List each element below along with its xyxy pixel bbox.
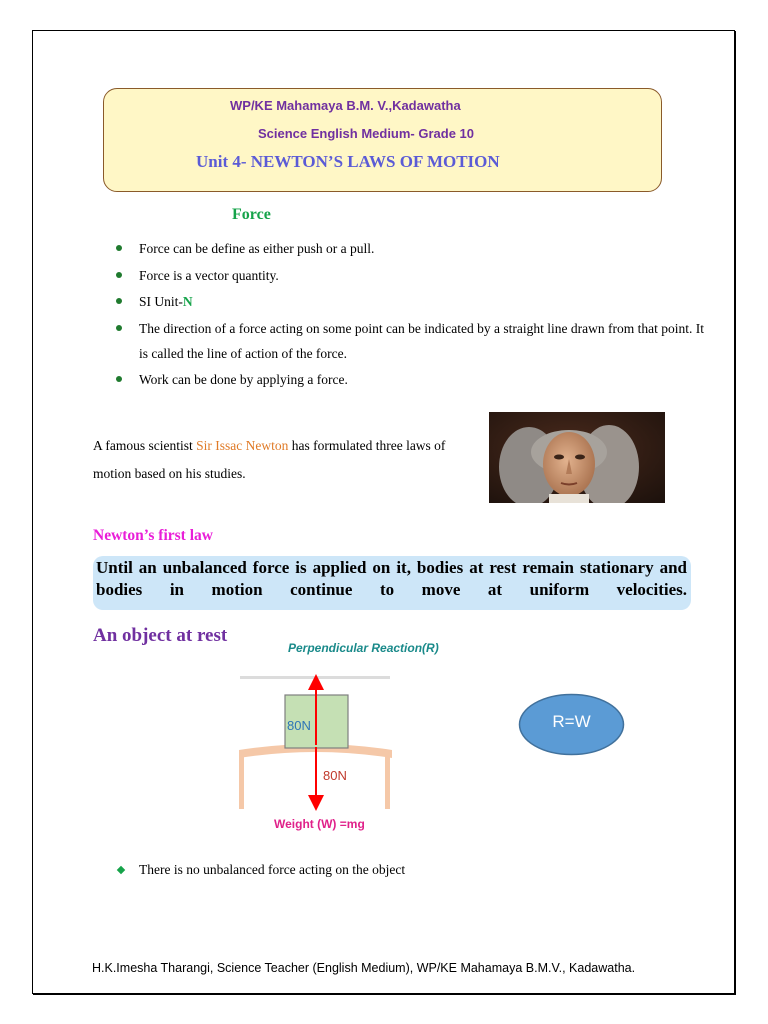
list-item [116, 367, 706, 392]
portrait-image [489, 412, 665, 503]
force-diagram-svg [230, 635, 470, 835]
bullet-icon [116, 376, 122, 382]
bullet-icon [116, 298, 122, 304]
si-unit-value: N [182, 294, 193, 309]
newton-portrait [489, 412, 665, 503]
school-name: WP/KE Mahamaya B.M. V.,Kadawatha [230, 98, 461, 113]
weight-label: Weight (W) =mg [274, 817, 365, 831]
list-item [116, 236, 706, 261]
footer: H.K.Imesha Tharangi, Science Teacher (English Medium), WP/KE Mahamaya B.M.V., Kadawatha. [92, 961, 636, 975]
object-at-rest-heading: An object at rest [93, 625, 228, 646]
list-item [116, 316, 706, 366]
bullet-text: SI Unit- [139, 294, 183, 309]
list-item [116, 289, 706, 314]
bullet-text: Work can be done by applying a force. [139, 372, 348, 387]
ground-line [240, 676, 390, 679]
list-item [116, 263, 706, 288]
force-diagram [230, 635, 470, 835]
bullet-text: Force is a vector quantity. [139, 267, 279, 283]
grade-line: Science English Medium- Grade 10 [258, 126, 475, 141]
intro-after: has formulated three laws of motion based on his studies. [93, 438, 446, 481]
reaction-value: 80N [287, 718, 311, 733]
bullet-text: The direction of a force acting on some point can be indicated by a straight line drawn from that point. It is called the line of action of the force. [139, 320, 704, 361]
newton-intro [93, 432, 473, 488]
table-leg-left [239, 754, 244, 809]
table-leg-right [385, 754, 390, 809]
force-bullet-list [116, 236, 706, 394]
bullet-icon [116, 245, 122, 251]
newton-name: Sir Issac Newton [196, 438, 289, 453]
first-law-statement: Until an unbalanced force is applied on it, bodies at rest remain stationary and bodies in motion continue to move at uniform velocities. [96, 558, 687, 599]
reaction-label: Perpendicular Reaction(R) [288, 641, 439, 655]
equation-text: R=W [552, 712, 591, 731]
weight-value: 80N [323, 768, 347, 783]
unit-title: Unit 4- NEWTON’S LAWS OF MOTION [196, 152, 500, 171]
bullet-icon [116, 272, 122, 278]
intro-before: A famous scientist [93, 438, 197, 453]
note-text: There is no unbalanced force acting on the object [139, 862, 406, 877]
first-law-heading: Newton’s first law [93, 527, 213, 544]
bullet-text: Force can be define as either push or a pull. [139, 241, 375, 256]
equation-ellipse [518, 693, 625, 756]
bullet-icon [116, 325, 122, 331]
force-heading: Force [232, 206, 271, 223]
